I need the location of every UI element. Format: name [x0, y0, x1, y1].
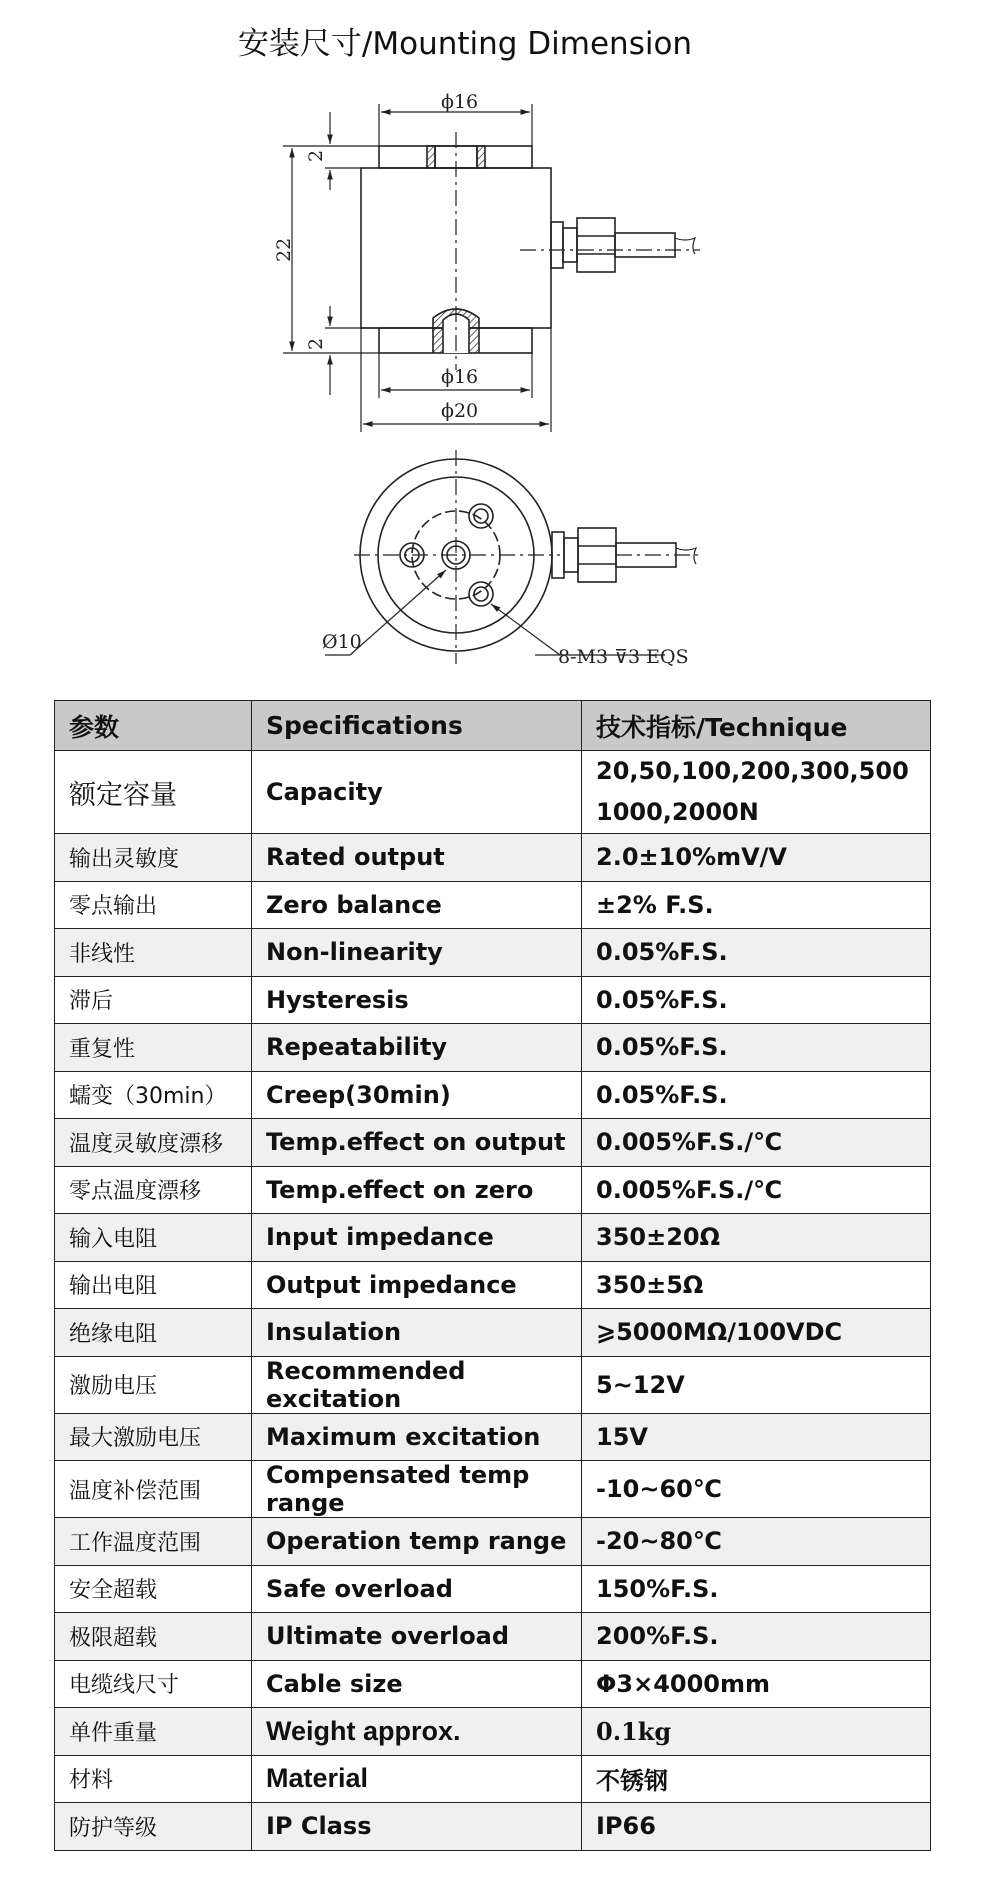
row-cn: 输出电阻 — [55, 1261, 252, 1309]
row-cn: 绝缘电阻 — [55, 1309, 252, 1357]
row-en: Material — [252, 1755, 582, 1803]
dim-height-total: 22 — [273, 237, 295, 262]
row-cn: 滞后 — [55, 976, 252, 1024]
row-value: 0.005%F.S./℃ — [582, 1166, 931, 1214]
row-en: Ultimate overload — [252, 1613, 582, 1661]
row-cn: 安全超载 — [55, 1565, 252, 1613]
row-value: 200%F.S. — [582, 1613, 931, 1661]
table-row — [55, 1461, 931, 1518]
table-row — [55, 1261, 931, 1309]
row-cn: 零点温度漂移 — [55, 1166, 252, 1214]
row-value: 2.0±10%mV/V — [582, 834, 931, 882]
table-row — [55, 1518, 931, 1566]
row-value: -10~60℃ — [582, 1461, 931, 1518]
table-row — [55, 1119, 931, 1167]
row-value: 0.005%F.S./℃ — [582, 1119, 931, 1167]
row-cn: 极限超载 — [55, 1613, 252, 1661]
row-en: Hysteresis — [252, 976, 582, 1024]
dim-top-diameter: ϕ16 — [441, 91, 479, 113]
row-en: Maximum excitation — [252, 1413, 582, 1461]
row-en: IP Class — [252, 1803, 582, 1851]
row-cn: 单件重量 — [55, 1708, 252, 1756]
table-row — [55, 976, 931, 1024]
table-row — [55, 1214, 931, 1262]
header-param-cn: 参数 — [55, 701, 252, 751]
row-value: ⩾5000MΩ/100VDC — [582, 1309, 931, 1357]
header-technique: 技术指标/Technique — [582, 701, 931, 751]
row-en: Creep(30min) — [252, 1071, 582, 1119]
row-en: Input impedance — [252, 1214, 582, 1262]
row-value: IP66 — [582, 1803, 931, 1851]
row-en: Weight approx. — [252, 1708, 582, 1756]
row-cn: 防护等级 — [55, 1803, 252, 1851]
header-specifications: Specifications — [252, 701, 582, 751]
table-row — [55, 1024, 931, 1072]
row-cn: 最大激励电压 — [55, 1413, 252, 1461]
table-row — [55, 881, 931, 929]
row-en: Temp.effect on zero — [252, 1166, 582, 1214]
table-row — [55, 1660, 931, 1708]
row-cn: 额定容量 — [55, 751, 252, 834]
row-en: Safe overload — [252, 1565, 582, 1613]
row-cn: 温度补偿范围 — [55, 1461, 252, 1518]
dim-bottom-step: 2 — [305, 337, 327, 350]
row-en: Output impedance — [252, 1261, 582, 1309]
table-row — [55, 1565, 931, 1613]
row-value: 不锈钢 — [582, 1755, 931, 1803]
row-value: 0.1kg — [582, 1708, 931, 1756]
row-value: 0.05%F.S. — [582, 1071, 931, 1119]
capacity-values-line2: 1000,2000N — [596, 798, 759, 826]
thread-note: 8-M3 ⊽3 EQS — [558, 646, 689, 668]
row-en: Temp.effect on output — [252, 1119, 582, 1167]
table-row — [55, 1413, 931, 1461]
row-value: 150%F.S. — [582, 1565, 931, 1613]
row-en: Repeatability — [252, 1024, 582, 1072]
row-en: Insulation — [252, 1309, 582, 1357]
side-view — [361, 132, 700, 370]
dim-outer-diameter: ϕ20 — [441, 400, 479, 422]
row-cn: 激励电压 — [55, 1356, 252, 1413]
row-value: 0.05%F.S. — [582, 1024, 931, 1072]
top-view — [325, 450, 700, 664]
row-value: 350±5Ω — [582, 1261, 931, 1309]
row-en: Zero balance — [252, 881, 582, 929]
table-row — [55, 1803, 931, 1851]
row-en: Rated output — [252, 834, 582, 882]
dim-top-step: 2 — [305, 149, 327, 162]
row-cn: 材料 — [55, 1755, 252, 1803]
row-cn: 工作温度范围 — [55, 1518, 252, 1566]
row-en: Operation temp range — [252, 1518, 582, 1566]
row-value: -20~80℃ — [582, 1518, 931, 1566]
row-cn: 输入电阻 — [55, 1214, 252, 1262]
row-value: 5~12V — [582, 1356, 931, 1413]
table-row — [55, 1309, 931, 1357]
page-title: 安装尺寸/Mounting Dimension — [237, 26, 693, 62]
row-value: 15V — [582, 1413, 931, 1461]
row-cn: 蠕变（30min） — [55, 1071, 252, 1119]
capacity-values-line1: 20,50,100,200,300,500 — [596, 757, 909, 785]
row-cn: 零点输出 — [55, 881, 252, 929]
row-cn: 非线性 — [55, 929, 252, 977]
row-cn: 输出灵敏度 — [55, 834, 252, 882]
table-header-row — [55, 701, 931, 751]
dim-bolt-circle: Ø10 — [322, 631, 362, 653]
table-row — [55, 1071, 931, 1119]
table-row — [55, 1708, 931, 1756]
mounting-drawing — [0, 0, 1000, 690]
dim-bottom-inner-diameter: ϕ16 — [441, 366, 479, 388]
row-value — [582, 751, 931, 834]
row-en: Recommended excitation — [252, 1356, 582, 1413]
spec-table — [54, 700, 931, 1851]
row-value: 0.05%F.S. — [582, 929, 931, 977]
row-value: ±2% F.S. — [582, 881, 931, 929]
row-en: Compensated temp range — [252, 1461, 582, 1518]
row-cn: 温度灵敏度漂移 — [55, 1119, 252, 1167]
table-row — [55, 1166, 931, 1214]
row-en: Capacity — [252, 751, 582, 834]
table-row — [55, 834, 931, 882]
row-cn: 电缆线尺寸 — [55, 1660, 252, 1708]
table-row — [55, 751, 931, 834]
row-cn: 重复性 — [55, 1024, 252, 1072]
table-row — [55, 1755, 931, 1803]
row-en: Cable size — [252, 1660, 582, 1708]
row-value: Φ3×4000mm — [582, 1660, 931, 1708]
row-en: Non-linearity — [252, 929, 582, 977]
table-row — [55, 1356, 931, 1413]
row-value: 350±20Ω — [582, 1214, 931, 1262]
row-value: 0.05%F.S. — [582, 976, 931, 1024]
table-row — [55, 929, 931, 977]
table-row — [55, 1613, 931, 1661]
